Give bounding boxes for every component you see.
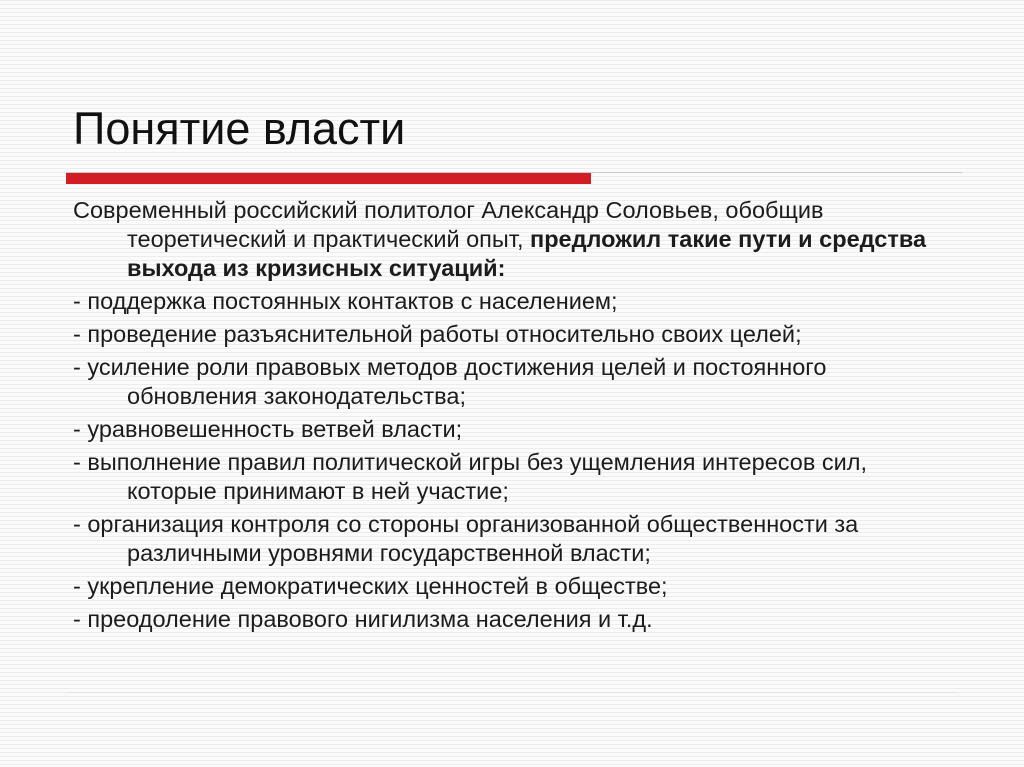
- bottom-divider-line: [66, 692, 958, 693]
- list-item: - проведение разъяснительной работы относительно своих целей;: [73, 321, 802, 347]
- list-item: - выполнение правил политической игры без ущемления интересов сил, которые принимают в ней участие;: [73, 449, 867, 504]
- intro-bold-text: предложил такие пути и средства выхода из кризисных ситуаций:: [127, 226, 927, 281]
- list-item: - усиление роли правовых методов достижения целей и постоянного обновления законодательства;: [73, 354, 827, 409]
- slide-title: Понятие власти: [73, 103, 406, 154]
- list-item: - уравновешенность ветвей власти;: [73, 416, 463, 442]
- list-item: - преодоление правового нигилизма населения и т.д.: [73, 606, 653, 632]
- intro-paragraph: [73, 196, 953, 283]
- intro-text: Современный российский политолог Александр Соловьев, обобщив теоретический и практический опыт,: [73, 197, 824, 252]
- list-item: - укрепление демократических ценностей в обществе;: [73, 573, 668, 599]
- list-item: - поддержка постоянных контактов с населением;: [73, 288, 618, 314]
- slide-body: [73, 196, 953, 638]
- list-item: - организация контроля со стороны организованной общественности за различными уровнями государственной власти;: [73, 511, 859, 566]
- title-accent-bar: [66, 173, 591, 184]
